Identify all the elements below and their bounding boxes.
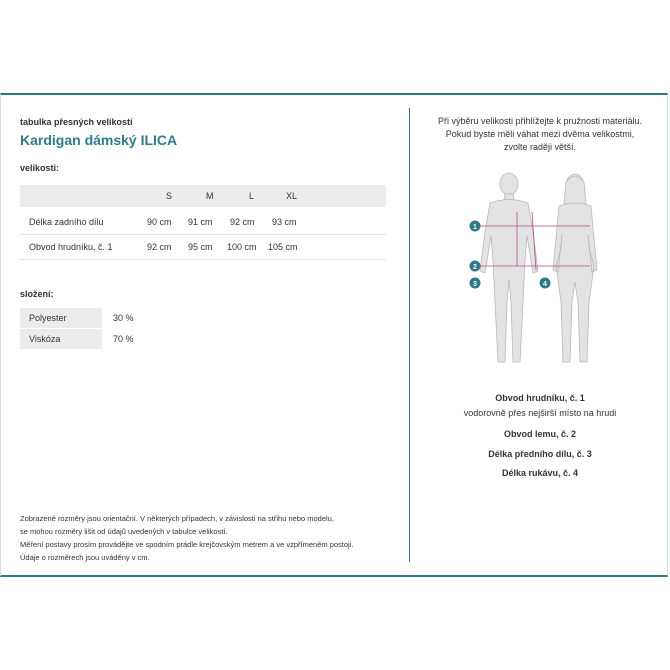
- size-column-header: S: [166, 191, 173, 201]
- row-label: Obvod hrudníku, č. 1: [29, 242, 113, 252]
- hint-line: zvolte raději větší.: [503, 142, 577, 152]
- legend-desc: vodorovně přes nejširší místo na hrudi: [463, 408, 617, 418]
- material-name: Viskóza: [20, 329, 102, 349]
- female-figure-icon: [553, 174, 597, 362]
- body-measurement-diagram: [462, 170, 612, 370]
- size-column-header: M: [206, 191, 214, 201]
- size-column-header: L: [249, 191, 255, 201]
- composition-row: [20, 329, 220, 349]
- material-percent: 30 %: [113, 313, 134, 323]
- composition-row: [20, 308, 220, 328]
- size-table-header: [20, 185, 386, 207]
- table-cell: 90 cm: [147, 217, 172, 227]
- composition-label: složení:: [20, 289, 54, 299]
- legend-title: Délka předního dílu, č. 3: [488, 449, 592, 459]
- page-title: Kardigan dámský ILICA: [20, 132, 178, 148]
- table-cell: 105 cm: [268, 242, 298, 252]
- note-line: se mohou rozměry lišit od údajů uvedených v tabulce velikostí.: [20, 527, 228, 536]
- size-column-header: XL: [286, 191, 298, 201]
- legend-title: Obvod lemu, č. 2: [503, 429, 577, 439]
- table-cell: 92 cm: [147, 242, 172, 252]
- marker-label: 4: [543, 281, 547, 288]
- male-figure-icon: [480, 173, 538, 362]
- row-label: Délka zadního dílu: [29, 217, 104, 227]
- hint-line: Při výběru velikosti přihlížejte k pružnosti materiálu.: [437, 116, 643, 126]
- table-row: [20, 210, 386, 235]
- legend-title: Délka rukávu, č. 4: [501, 468, 579, 478]
- hint-line: Pokud byste měli váhat mezi dvěma velikostmi,: [445, 129, 635, 139]
- marker-label: 1: [473, 224, 477, 231]
- note-line: Měření postavy prosím provádějte ve spodním prádle krejčovským metrem a ve vzpřímeném postoji.: [20, 540, 354, 549]
- table-row: [20, 235, 386, 260]
- note-line: Údaje o rozměrech jsou uváděny v cm.: [20, 553, 150, 562]
- table-cell: 91 cm: [188, 217, 213, 227]
- note-line: Zobrazené rozměry jsou orientační. V některých případech, v závislosti na střihu nebo modelu,: [20, 514, 334, 523]
- sizes-label: velikosti:: [20, 163, 60, 173]
- table-cell: 95 cm: [188, 242, 213, 252]
- table-cell: 93 cm: [272, 217, 297, 227]
- material-percent: 70 %: [113, 334, 134, 344]
- marker-label: 3: [473, 281, 477, 288]
- table-cell: 100 cm: [227, 242, 257, 252]
- column-divider: [409, 108, 410, 562]
- table-cell: 92 cm: [230, 217, 255, 227]
- legend-title: Obvod hrudníku, č. 1: [495, 393, 585, 403]
- marker-label: 2: [473, 264, 477, 271]
- page-subtitle: tabulka přesných velikostí: [20, 117, 133, 127]
- material-name: Polyester: [20, 308, 102, 328]
